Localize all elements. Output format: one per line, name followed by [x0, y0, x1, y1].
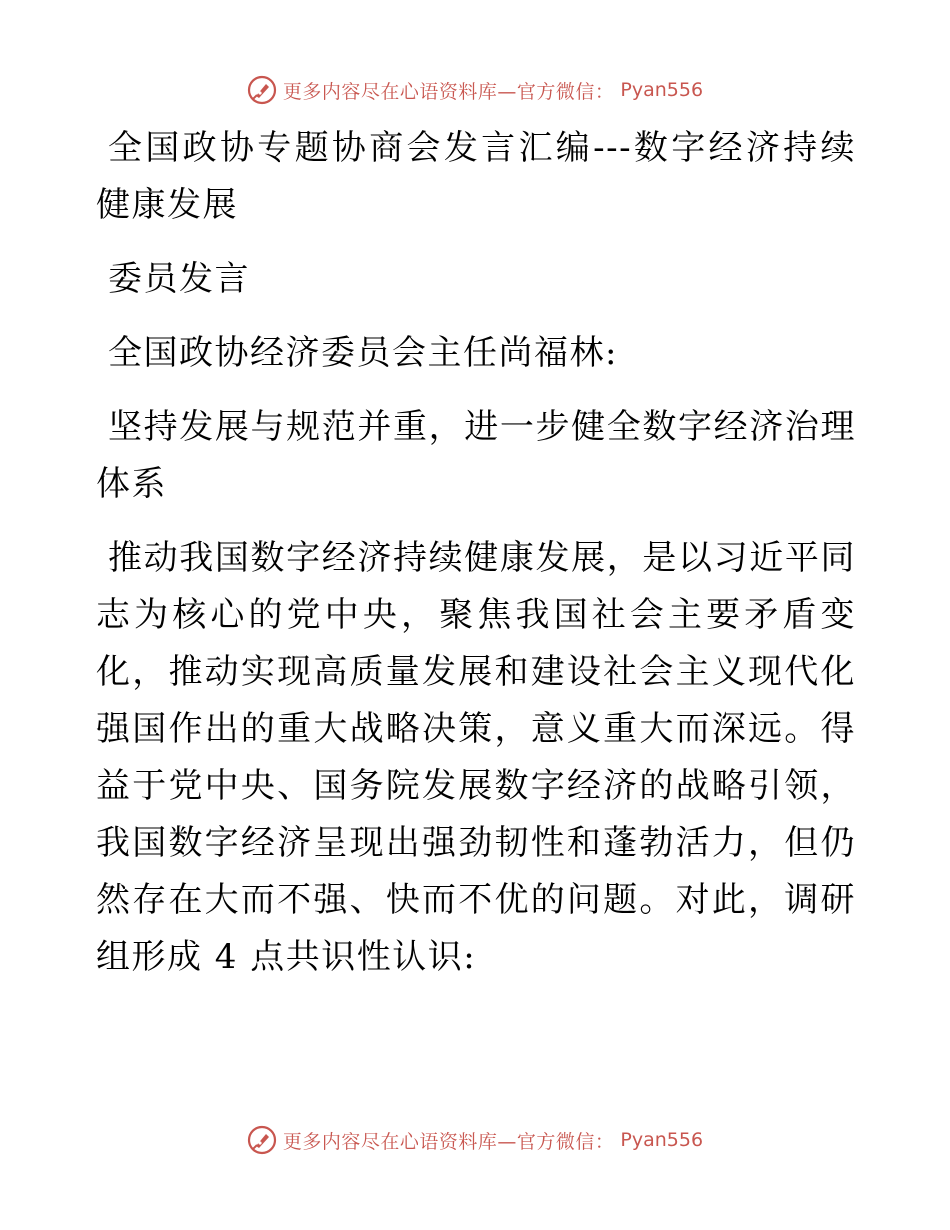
watermark-text: 更多内容尽在心语资料库—官方微信： [282, 1130, 615, 1153]
pen-nib-logo-icon [247, 1125, 277, 1155]
document-title: 全国政协专题协商会发言汇编---数字经济持续健康发展 [96, 128, 856, 225]
watermark-wechat-id: Pyan556 [620, 79, 704, 101]
section-label: 委员发言 [108, 259, 250, 299]
speech-paragraph: 推动我国数字经济持续健康发展，是以习近平同志为核心的党中央，聚焦我国社会主要矛盾变化，推动实现高质量发展和建设社会主义现代化强国作出的重大战略决策，意义重大而深远。得益于党中央、国务院发展数字经济的战略引领，我国数字经济呈现出强劲韧性和蓬勃活力，但仍然存在大而不强、快而不优的问题。对此，调研组形成 4 点共识性认识: [96, 538, 856, 977]
speech-heading: 坚持发展与规范并重，进一步健全数字经济治理体系 [96, 407, 856, 504]
watermark-wechat-id: Pyan556 [620, 1129, 704, 1151]
pen-nib-logo-icon [247, 75, 277, 105]
speaker-line: 全国政协经济委员会主任尚福林: [108, 333, 618, 373]
document-body [96, 120, 856, 986]
header-watermark [0, 70, 950, 110]
watermark-text: 更多内容尽在心语资料库—官方微信： [282, 80, 615, 103]
footer-watermark [0, 1120, 950, 1160]
